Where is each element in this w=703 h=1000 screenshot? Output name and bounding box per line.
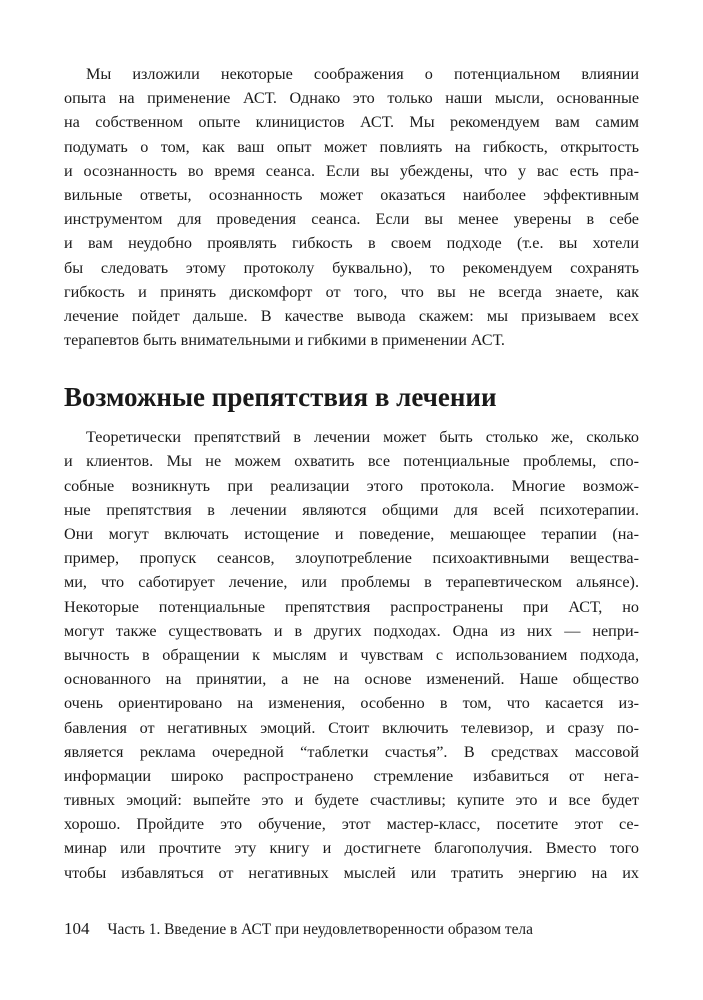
text-line: ми, что саботирует лечение, или проблемы в терапевтическом альянсе). bbox=[64, 573, 639, 592]
text-line: бы следовать этому протоколу буквально), то рекомендуем сохранять bbox=[64, 258, 639, 277]
section-heading: Возможные препятствия в лечении bbox=[64, 382, 497, 413]
text-line: опыта на применение АСТ. Однако это только наши мысли, основанные bbox=[64, 89, 639, 108]
text-line: вычность в обращении к мыслям и чувствам с использованием подхода, bbox=[64, 645, 639, 664]
text-line: гибкость и принять дискомфорт от того, что вы не всегда знаете, как bbox=[64, 282, 639, 301]
page-footer bbox=[64, 918, 639, 941]
text-line: тивных эмоций: выпейте это и будете счастливы; купите это и все будет bbox=[64, 791, 639, 810]
text-line: Они могут включать истощение и поведение, мешающее терапии (на- bbox=[64, 525, 639, 543]
text-line: и осознанность во время сеанса. Если вы убеждены, что у вас есть пра- bbox=[64, 161, 639, 180]
text-line: на собственном опыте клиницистов АСТ. Мы рекомендуем вам самим bbox=[64, 113, 639, 132]
text-line: бавления от негативных эмоций. Стоит включить телевизор, и сразу по- bbox=[64, 718, 639, 737]
text-line: ные препятствия в лечении являются общими для всей психотерапии. bbox=[64, 500, 639, 519]
text-line: Мы изложили некоторые соображения о потенциальном влиянии bbox=[86, 65, 639, 83]
text-line: Теоретически препятствий в лечении может быть столько же, сколько bbox=[86, 428, 639, 447]
page-body bbox=[64, 62, 639, 885]
text-line: информации широко распространено стремление избавиться от нега- bbox=[64, 766, 639, 785]
running-title: Часть 1. Введение в АСТ при неудовлетворенности образом тела bbox=[107, 921, 533, 938]
text-line: и клиентов. Мы не можем охватить все потенциальные проблемы, спо- bbox=[64, 452, 639, 471]
text-line: лечение пойдет дальше. В качестве вывода скажем: мы призываем всех bbox=[64, 306, 639, 325]
text-line: подумать о том, как ваш опыт может повлиять на гибкость, открытость bbox=[64, 137, 639, 156]
text-line: могут также существовать и в других подходах. Одна из них — непри- bbox=[64, 621, 639, 640]
text-line: Некоторые потенциальные препятствия распространены при АСТ, но bbox=[64, 597, 639, 616]
text-line: чтобы избавляться от негативных мыслей или тратить энергию на их bbox=[64, 863, 639, 882]
text-line: собные возникнуть при реализации этого протокола. Многие возмож- bbox=[64, 476, 639, 495]
text-line: инструментом для проведения сеанса. Если вы менее уверены в себе bbox=[64, 210, 639, 229]
text-line: терапевтов быть внимательными и гибкими в применении АСТ. bbox=[64, 331, 505, 350]
text-line: является реклама очередной “таблетки счастья”. В средствах массовой bbox=[64, 742, 639, 761]
text-line: минар или прочтите эту книгу и достигнете благополучия. Вместо того bbox=[64, 839, 639, 858]
paragraph-1 bbox=[64, 62, 639, 352]
text-line: основанного на принятии, а не на основе изменений. Наше общество bbox=[64, 670, 639, 689]
text-line: очень ориентировано на изменения, особенно в том, что касается из- bbox=[64, 694, 639, 713]
text-line: хорошо. Пройдите это обучение, этот мастер-класс, посетите этот се- bbox=[64, 815, 639, 834]
paragraph-2 bbox=[64, 425, 639, 885]
text-line: вильные ответы, осознанность может оказаться наиболее эффективным bbox=[64, 185, 639, 204]
text-line: и вам неудобно проявлять гибкость в своем подходе (т.е. вы хотели bbox=[64, 234, 639, 253]
text-line: пример, пропуск сеансов, злоупотребление психоактивными вещества- bbox=[64, 549, 639, 568]
page-number: 104 bbox=[64, 919, 90, 938]
